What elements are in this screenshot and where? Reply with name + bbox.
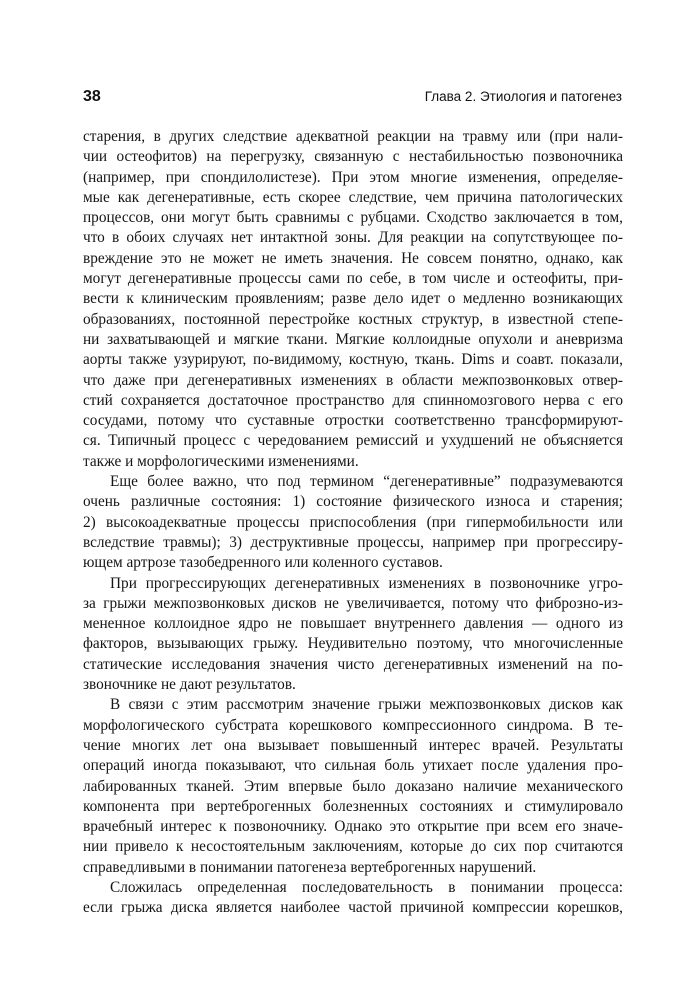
running-header <box>83 88 622 108</box>
text-line: компонента при вертеброгенных болезненных состояниях и стимулировало <box>83 797 623 815</box>
text-line: старения, в других следствие адекватной реакции на травму или (при нали- <box>83 128 623 145</box>
text-line: сосудами, потому что суставные отростки соответственно трансформируют- <box>83 412 623 430</box>
text-line: справедливыми в понимании патогенеза вертеброгенных нарушений. <box>83 858 537 876</box>
text-line: статические исследования значения чисто дегенеративных изменений на по- <box>83 655 623 673</box>
page-number: 38 <box>83 88 101 105</box>
paragraph <box>83 574 623 696</box>
paragraph <box>83 878 623 919</box>
text-line: чение многих лет она вызывает повышенный интерес врачей. Результаты <box>83 736 623 754</box>
chapter-title: Глава 2. Этиология и патогенез <box>424 89 622 104</box>
text-line: также и морфологическими изменениями. <box>83 452 359 470</box>
text-line: ни захватывающей и мягкие ткани. Мягкие коллоидные опухоли и аневризма <box>83 330 623 348</box>
text-line: что в обоих случаях нет интактной зоны. Для реакции на сопутствующее по- <box>83 229 623 247</box>
text-line: что даже при дегенеративных изменениях в области межпозвонковых отвер- <box>83 371 623 389</box>
text-line: (например, при спондилолистезе). При этом многие изменения, определяе- <box>83 168 623 186</box>
text-line: если грыжа диска является наиболее частой причиной компрессии корешков, <box>83 899 623 917</box>
text-line: мененное коллоидное ядро не повышает внутреннего давления — одного из <box>83 615 623 633</box>
text-line: морфологического субстрата корешкового компрессионного синдрома. В те- <box>83 716 623 734</box>
text-line: мые как дегенеративные, есть скорее следствие, чем причина патологических <box>83 188 623 206</box>
text-line: операций иногда показывают, что сильная боль утихает после удаления про- <box>83 757 623 775</box>
text-line: стий сохраняется достаточное пространство для спинномозгового нерва с его <box>83 391 623 409</box>
text-line: врачебный интерес к позвоночнику. Однако это открытие при всем его значе- <box>83 818 623 836</box>
text-line: В связи с этим рассмотрим значение грыжи межпозвонковых дисков как <box>110 696 623 714</box>
text-line: образованиях, постоянной перестройке костных структур, в известной степе- <box>83 310 623 328</box>
text-line: Еще более важно, что под термином “дегенеративные” подразумеваются <box>110 473 623 491</box>
paragraph <box>83 472 623 573</box>
text-line: ся. Типичный процесс с чередованием ремиссий и ухудшений не объясняется <box>83 432 623 450</box>
text-line: вреждение это не может не иметь значения. Не совсем понятно, однако, как <box>83 249 623 267</box>
text-line: очень различные состояния: 1) состояние физического износа и старения; <box>83 493 623 511</box>
text-line: звоночнике не дают результатов. <box>83 676 296 694</box>
body-text <box>83 127 623 919</box>
text-line: лабированных тканей. Этим впервые было доказано наличие механического <box>83 777 623 795</box>
paragraph <box>83 695 623 878</box>
text-line: При прогрессирующих дегенеративных изменениях в позвоночнике угро- <box>110 574 623 592</box>
text-line: чии остеофитов) на перегрузку, связанную с нестабильностью позвоночника <box>83 148 623 166</box>
text-line: могут дегенеративные процессы сами по себе, в том числе и остеофиты, при- <box>83 270 623 288</box>
text-line: Сложилась определенная последовательность в понимании процесса: <box>110 878 623 896</box>
text-line: вести к клиническим проявлениям; разве дело идет о медленно возникающих <box>83 290 623 308</box>
paragraph <box>83 127 623 472</box>
text-line: нии привело к несостоятельным заключениям, которые до сих пор считаются <box>83 838 623 856</box>
text-line: факторов, вызывающих грыжу. Неудивительно поэтому, что многочисленные <box>83 635 623 653</box>
text-line: ющем артрозе тазобедренного или коленного суставов. <box>83 554 443 572</box>
text-line: 2) высокоадекватные процессы приспособления (при гипермобильности или <box>83 513 623 531</box>
text-line: процессов, они могут быть сравнимы с рубцами. Сходство заключается в том, <box>83 209 623 227</box>
text-line: за грыжи межпозвонковых дисков не увеличивается, потому что фиброзно-из- <box>83 594 623 612</box>
text-line: аорты также узурируют, по-видимому, костную, ткань. Dims и соавт. показали, <box>83 351 623 369</box>
text-line: вследствие травмы); 3) деструктивные процессы, например при прогрессиру- <box>83 533 623 551</box>
